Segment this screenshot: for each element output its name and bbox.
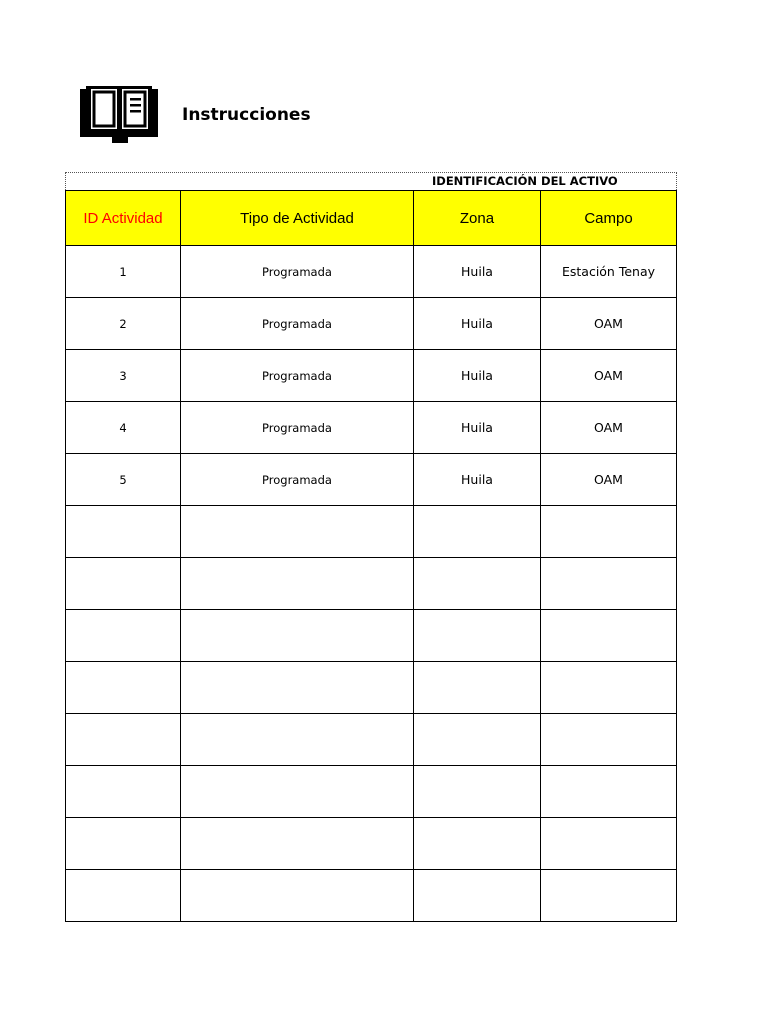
cell-tipo[interactable] (181, 818, 414, 870)
col-header-tipo: Tipo de Actividad (181, 191, 414, 246)
cell-tipo[interactable]: Programada (181, 402, 414, 454)
cell-zona[interactable]: Huila (414, 454, 541, 506)
cell-id[interactable] (66, 506, 181, 558)
cell-id[interactable] (66, 662, 181, 714)
cell-campo[interactable] (541, 818, 677, 870)
cell-zona[interactable] (414, 506, 541, 558)
cell-id[interactable]: 4 (66, 402, 181, 454)
cell-zona[interactable] (414, 662, 541, 714)
cell-zona[interactable] (414, 870, 541, 922)
cell-id[interactable] (66, 818, 181, 870)
cell-tipo[interactable]: Programada (181, 298, 414, 350)
cell-tipo[interactable] (181, 766, 414, 818)
cell-id[interactable]: 5 (66, 454, 181, 506)
cell-campo[interactable] (541, 506, 677, 558)
table-row (66, 350, 677, 402)
cell-tipo[interactable] (181, 558, 414, 610)
cell-zona[interactable] (414, 766, 541, 818)
cell-tipo[interactable] (181, 506, 414, 558)
cell-tipo[interactable]: Programada (181, 454, 414, 506)
cell-tipo[interactable]: Programada (181, 350, 414, 402)
cell-id[interactable]: 1 (66, 246, 181, 298)
cell-zona[interactable] (414, 558, 541, 610)
cell-id[interactable]: 3 (66, 350, 181, 402)
cell-id[interactable]: 2 (66, 298, 181, 350)
cell-campo[interactable]: OAM (541, 454, 677, 506)
table-row (66, 766, 677, 818)
table-row (66, 298, 677, 350)
cell-zona[interactable]: Huila (414, 350, 541, 402)
col-header-id: ID Actividad (66, 191, 181, 246)
cell-zona[interactable] (414, 714, 541, 766)
cell-campo[interactable]: Estación Tenay (541, 246, 677, 298)
open-book-icon (76, 83, 164, 147)
cell-tipo[interactable]: Programada (181, 246, 414, 298)
table-row (66, 870, 677, 922)
cell-tipo[interactable] (181, 714, 414, 766)
cell-id[interactable] (66, 558, 181, 610)
table-row (66, 402, 677, 454)
cell-campo[interactable]: OAM (541, 402, 677, 454)
table-row (66, 558, 677, 610)
cell-tipo[interactable] (181, 662, 414, 714)
cell-campo[interactable]: OAM (541, 298, 677, 350)
table-row (66, 506, 677, 558)
cell-campo[interactable] (541, 766, 677, 818)
activity-table (65, 190, 677, 922)
col-header-campo: Campo (541, 191, 677, 246)
table-row (66, 662, 677, 714)
cell-zona[interactable]: Huila (414, 246, 541, 298)
cell-campo[interactable]: OAM (541, 350, 677, 402)
table-row (66, 610, 677, 662)
section-label: IDENTIFICACIÓN DEL ACTIVO (432, 174, 618, 188)
cell-id[interactable] (66, 714, 181, 766)
cell-id[interactable] (66, 610, 181, 662)
cell-tipo[interactable] (181, 610, 414, 662)
header-row (66, 191, 677, 246)
col-header-zona: Zona (414, 191, 541, 246)
cell-id[interactable] (66, 870, 181, 922)
cell-zona[interactable]: Huila (414, 298, 541, 350)
cell-campo[interactable] (541, 870, 677, 922)
cell-zona[interactable] (414, 818, 541, 870)
cell-campo[interactable] (541, 610, 677, 662)
table-row (66, 246, 677, 298)
cell-zona[interactable] (414, 610, 541, 662)
cell-campo[interactable] (541, 662, 677, 714)
cell-id[interactable] (66, 766, 181, 818)
cell-zona[interactable]: Huila (414, 402, 541, 454)
page-title: Instrucciones (182, 105, 311, 125)
cell-campo[interactable] (541, 558, 677, 610)
table-row (66, 454, 677, 506)
cell-tipo[interactable] (181, 870, 414, 922)
cell-campo[interactable] (541, 714, 677, 766)
table-row (66, 818, 677, 870)
table-row (66, 714, 677, 766)
